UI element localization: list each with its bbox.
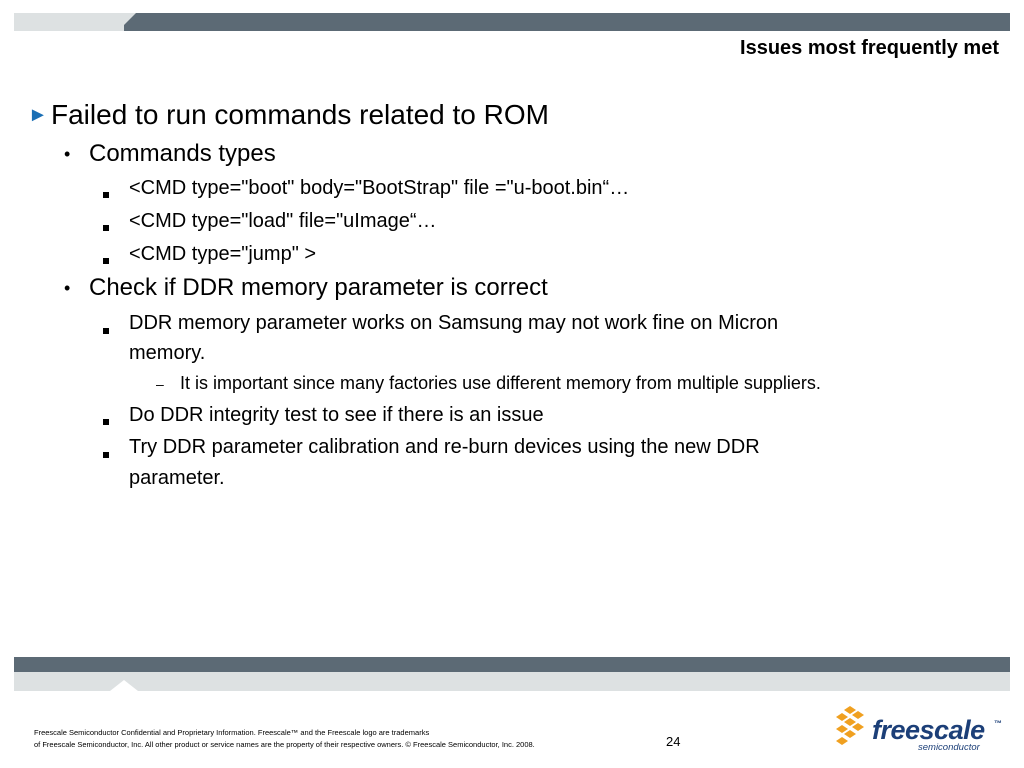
top-header-band bbox=[14, 13, 1010, 31]
bottom-band-notch bbox=[110, 680, 138, 691]
bottom-band-dark-segment bbox=[14, 657, 1010, 672]
bullet-ddr-integrity: Do DDR integrity test to see if there is an issue bbox=[129, 404, 544, 426]
square-bullet-icon bbox=[103, 218, 109, 236]
bullet-level1-failed-rom: Failed to run commands related to ROM bbox=[51, 99, 549, 130]
slide-title: Issues most frequently met bbox=[740, 37, 999, 59]
bullet-commands-types: Commands types bbox=[89, 140, 276, 167]
dot-bullet-icon: • bbox=[64, 278, 71, 298]
bullet-check-ddr: Check if DDR memory parameter is correct bbox=[89, 274, 548, 301]
dash-bullet-icon: – bbox=[156, 376, 164, 392]
bullet-important-suppliers: It is important since many factories use different memory from multiple suppliers. bbox=[180, 373, 821, 393]
bullet-ddr-calibration-line1: Try DDR parameter calibration and re-burn devices using the new DDR bbox=[129, 436, 760, 458]
footer-legal-text bbox=[34, 727, 535, 751]
footer-legal-line2: of Freescale Semiconductor, Inc. All other product or service names are the property of their respective owners. © Freescale Semiconductor, Inc. 2008. bbox=[34, 740, 535, 749]
logo-subtitle: semiconductor bbox=[918, 742, 980, 753]
square-bullet-icon bbox=[103, 412, 109, 430]
square-bullet-icon bbox=[103, 445, 109, 463]
bullet-cmd-load: <CMD type="load" file="uImage“… bbox=[129, 210, 437, 232]
bullet-cmd-jump: <CMD type="jump" > bbox=[129, 243, 317, 265]
top-band-light-segment bbox=[14, 13, 132, 31]
bullet-ddr-samsung-line2: memory. bbox=[129, 342, 206, 364]
bullet-cmd-boot: <CMD type="boot" body="BootStrap" file ="u-boot.bin“… bbox=[129, 177, 630, 199]
top-band-notch bbox=[118, 13, 136, 31]
page-number: 24 bbox=[666, 734, 681, 749]
bullet-ddr-samsung-line1: DDR memory parameter works on Samsung may not work fine on Micron bbox=[129, 312, 779, 334]
bullet-ddr-calibration-line2: parameter. bbox=[129, 467, 225, 489]
freescale-logo bbox=[834, 702, 1004, 754]
freescale-logo-mark-icon bbox=[834, 704, 874, 750]
bottom-band-light-segment bbox=[14, 672, 1010, 691]
dot-bullet-icon: • bbox=[64, 144, 71, 164]
footer-legal-line1: Freescale Semiconductor Confidential and Proprietary Information. Freescale™ and the Freescale logo are trademarks bbox=[34, 728, 430, 737]
square-bullet-icon bbox=[103, 321, 109, 339]
square-bullet-icon bbox=[103, 251, 109, 269]
triangle-bullet-icon: ► bbox=[28, 104, 48, 126]
logo-wordmark: freescale bbox=[872, 715, 985, 745]
logo-trademark: ™ bbox=[994, 719, 1002, 728]
square-bullet-icon bbox=[103, 185, 109, 203]
top-band-dark-segment bbox=[124, 13, 1010, 31]
bottom-footer-band bbox=[14, 657, 1010, 691]
